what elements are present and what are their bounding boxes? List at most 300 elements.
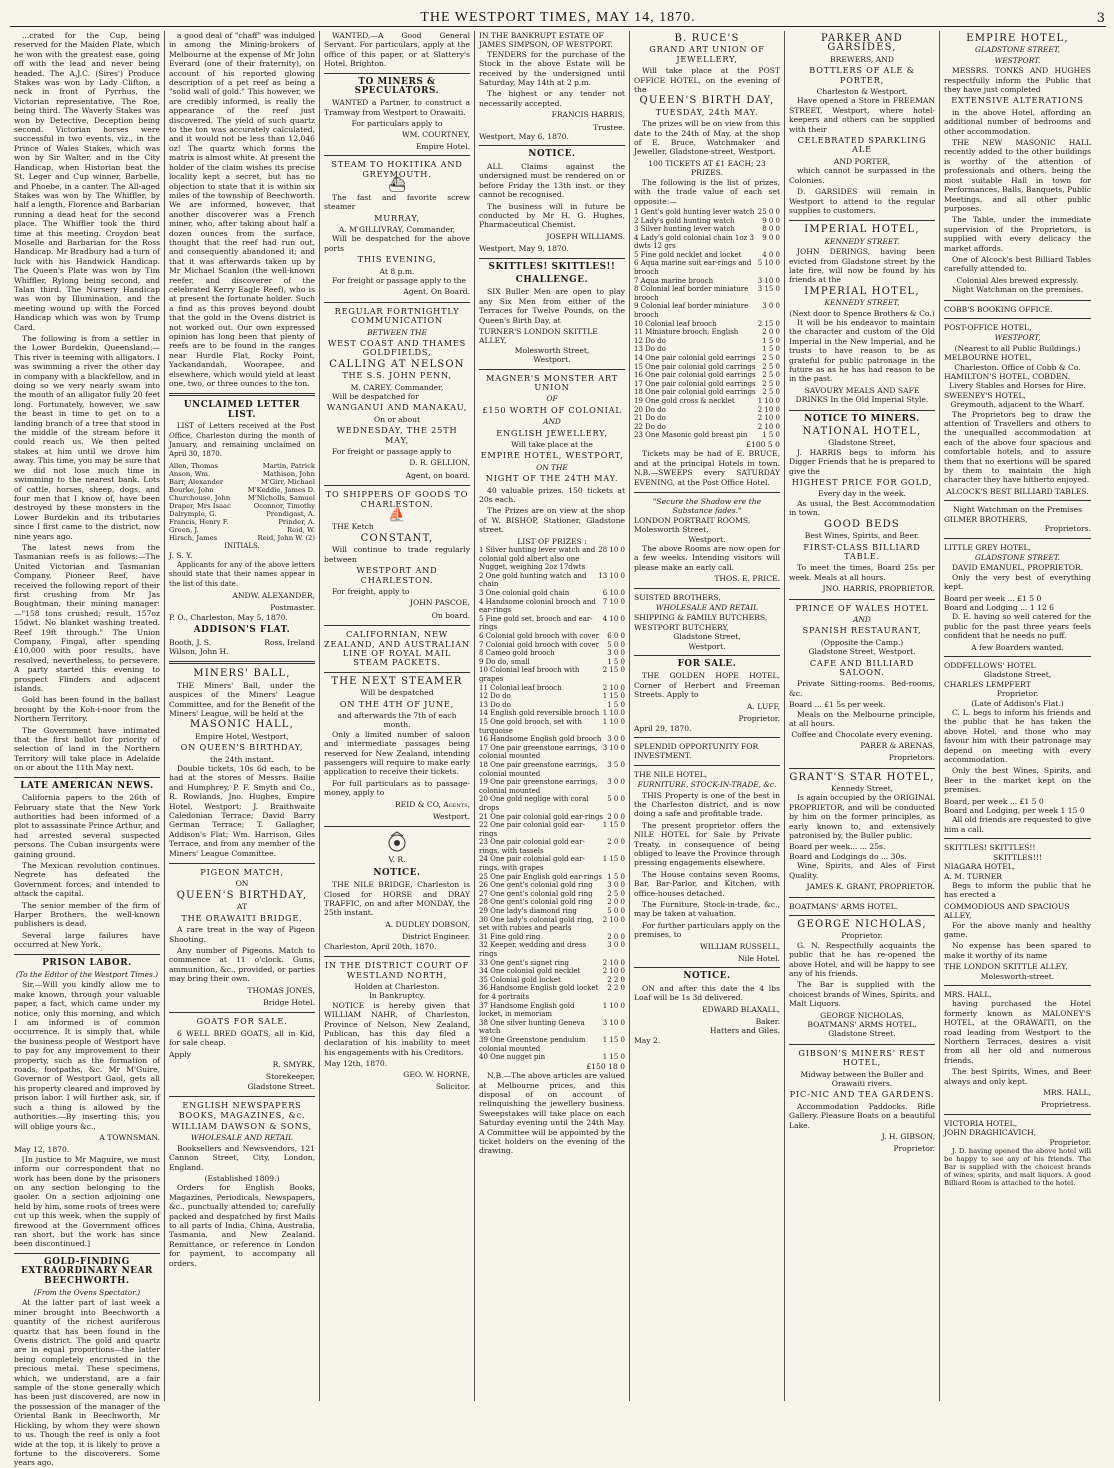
next-text-4: For full particulars as to passage-money, apply to [324, 778, 470, 798]
prize-row [479, 838, 625, 855]
addison-list [169, 638, 315, 647]
prize-row [479, 976, 625, 985]
newspaper-title: THE WESTPORT TIMES, MAY 14, 1870. [420, 10, 696, 25]
prize-total: £150 18 0 [586, 1061, 625, 1071]
prize-row [479, 598, 625, 615]
prize-name: 23 One Masonic gold breast pin [634, 431, 748, 440]
bruce-text: Will take place at the POST OFFICE HOTEL, on the evening of the [634, 66, 780, 95]
regular-signature-2: Agent, on board. [405, 470, 470, 480]
divider [789, 220, 935, 221]
magner-jewellery: ENGLISH JEWELLERY, [496, 427, 608, 438]
regular-on: On or about [373, 414, 421, 424]
steam-time: At 8 p.m. [379, 266, 415, 276]
empire-heading: EMPIRE HOTEL, [966, 33, 1069, 44]
prize-value: 28 10 0 [598, 546, 625, 555]
ball-tickets: Double tickets, 10s 6d each, to be had at the stores of Messrs. Bailie and Humphrey, P. F. Smyth and Co., R. Rowlands, Jno. Hughes, Empire Hotel, Westport; J. Braithwaite Caledonian Terrace; David Barry German Terrace; T. Gallagher, Addison's Flat; Wm. Harrison, Giles Terrace, and from any member of the Miners' League Committee. [169, 764, 315, 858]
letter-name: Draper, Mrs Isaac [169, 501, 231, 510]
george-heading: GEORGE NICHOLAS, [797, 918, 927, 930]
good-beds: GOOD BEDS [824, 518, 900, 530]
regular-heading: REGULAR FORTNIGHTLY COMMUNICATION [334, 305, 460, 326]
prize-row [479, 873, 625, 882]
prize-name: 31 Fine gold ring [479, 932, 541, 941]
imperial-text-2: (Next door to Spence Brothers & Co.) [789, 308, 935, 318]
letter-name: Reid, W. [287, 525, 315, 534]
masonic-hall: MASONIC HALL, [189, 719, 295, 731]
postmaster-title: Postmaster. [270, 603, 315, 613]
pigeon-place: THE ORAWAITI BRIDGE. [181, 912, 303, 923]
prize-name: 17 One pair greenstone earrings, colonial mounted [479, 743, 598, 761]
prize-name: 34 One colonial gold necklet [479, 967, 581, 976]
grants-sub: Kennedy Street, [830, 784, 894, 794]
prize-row [479, 907, 625, 916]
prize-value: 1 5 0 [762, 336, 780, 345]
parker-heading: PARKER AND GARSIDES, [820, 33, 904, 54]
letter-row [169, 510, 315, 518]
bruce-date-2: TUESDAY, 24th MAY. [655, 106, 759, 117]
parker-text-5: CELEBRATED SPARKLING ALE [797, 135, 927, 155]
notice-text: ON and after this date the 4 lbs Loaf will be 1s 3d delivered. [634, 983, 780, 1003]
prize-name: 37 Handsome English gold locket, in memoriam [479, 1001, 575, 1019]
column-1 [10, 31, 165, 1468]
parker-text-8: D. GARSIDES will remain in Westport to attend to the regular supplies to customers. [789, 187, 935, 215]
prize-name: 6 Aqua marine suit ear-rings and brooch [634, 259, 752, 277]
imperial-text-3: It will be his endeavor to maintain the character and custom of the Old Imperial in the New Imperial, and he trusts to have reason to be as grateful for public patronage in the future as as he has had reason to be in the past. [789, 317, 935, 384]
prize-name: 2 Lady's gold hunting watch [634, 216, 735, 225]
divider [944, 300, 1091, 301]
divider [789, 897, 935, 898]
prize-value: 25 0 0 [757, 207, 780, 216]
gilmer-sub: Proprietors. [1044, 524, 1091, 534]
district-court-heading: IN THE DISTRICT COURT OF WESTLAND NORTH, [324, 960, 470, 980]
divider [634, 655, 780, 656]
page-number: 3 [1096, 11, 1106, 26]
bruce-prize-list [634, 208, 780, 440]
column-5 [630, 31, 785, 1401]
george-text-2: The Bar is supplied with the choicest brands of Wines, Spirits, and Malt Liquors. [789, 980, 935, 1009]
letter-name: Mathison, John [262, 469, 315, 478]
regular-text-3: For freight or passage apply to [332, 447, 452, 457]
mrs-hall-signature-2: Proprietress. [1040, 1100, 1091, 1110]
next-date: ON THE 4TH OF JUNE, [339, 698, 455, 709]
gibson-text-2: PIC-NIC AND TEA GARDENS. [789, 1089, 935, 1100]
american-news-1: California papers to the 26th of February state that the New York authorities had been informed of a plot to assassinate Prince Arthur, and had arrested several suspected persons. The Cuban insurgents were gaining ground. [14, 793, 160, 859]
gibson-text: Midway between the Buller and Orawaiti rivers. [800, 1069, 924, 1088]
imperial-name: IMPERIAL HOTEL, [804, 285, 920, 297]
goats-text: 6 WELL BRED GOATS, all in Kid, for sale cheap. [169, 1028, 315, 1048]
prize-name: 6 Colonial gold brooch with cover [479, 632, 599, 641]
parker-text-2: BOTTLERS OF ALE & PORTER, [809, 65, 915, 85]
district-signature: GEO. W. HORNE, [403, 1069, 470, 1079]
prize-row [479, 916, 625, 933]
divider [169, 661, 315, 664]
prize-name: 11 Colonial leaf brooch [479, 683, 562, 692]
victoria-text: J. D. having opened the above hotel will be happy to see any of his friends. The Bar is supplied with the choicest brands of wines, spirits, and malt liquors. A good Billiard Room is attached to the hotel. [944, 1147, 1091, 1188]
post-office-heading: POST-OFFICE HOTEL, [944, 322, 1032, 332]
suisted-text: SHIPPING & FAMILY BUTCHERS, [634, 613, 768, 623]
divider [169, 1012, 315, 1013]
national-text-5: Best Wines, Spirits, and Beer. [804, 531, 920, 541]
bankrupt-signature: FRANCIS HARRIS, [551, 110, 625, 120]
divider [324, 485, 470, 486]
prize-name: 16 Handsome English gold brooch [479, 735, 602, 744]
prize-row [634, 431, 780, 440]
prize-name: 13 Do do [634, 345, 666, 354]
column-2 [165, 31, 320, 1401]
melbourne-sub: Charleston. Office of Cobb & Co. [954, 362, 1081, 372]
prize-value: 3 15 0 [757, 285, 780, 294]
skittles-heading: SKITTLES! SKITTLES!! [944, 843, 1036, 853]
letter-name: Francis, Henry F. [169, 517, 229, 526]
prize-value: 1 10 0 [602, 717, 625, 726]
prize-value: 1 5 0 [607, 700, 625, 709]
prize-value: 6 0 0 [607, 632, 625, 641]
steam-when: THIS EVENING, [357, 254, 437, 265]
steam-agent: Agent, On Board. [403, 287, 470, 297]
divider [324, 155, 470, 156]
prize-name: 21 Do do [634, 414, 666, 423]
portrait-text: The above Rooms are now open for a few weeks. Intending visitors will please make an early call. [634, 544, 780, 572]
empire-hotel-ad [944, 34, 1091, 295]
letter-date: May 12, 1870. [14, 1145, 70, 1155]
splendid-opportunity-heading: SPLENDID OPPORTUNITY FOR INVESTMENT. [634, 741, 759, 761]
nile-text-4: The Furniture, Stock-in-trade, &c., may be taken at valuation. [634, 900, 780, 919]
empire-sub-2: WESTPORT. [994, 55, 1041, 65]
prize-row [634, 363, 780, 372]
notice-date: Charleston, April 20th, 1870. [324, 941, 437, 951]
letter-row [169, 518, 315, 526]
regular-between: BETWEEN THE [367, 327, 427, 337]
notice-signature-2: District Engineer. [401, 932, 470, 942]
little-grey-text-4: D. E. having so well catered for the public for the past three years feels confident that he needs no puff. [944, 612, 1091, 641]
prize-name: 23 One pair colonial gold ear-rings, with tassels [479, 838, 585, 855]
prince-text-6: Board ... £1 5s per week. [789, 700, 886, 710]
prize-value: 1 10 0 [757, 396, 780, 405]
shippers-signature-2: On board. [431, 610, 470, 620]
little-grey-text-5: A few Boarders wanted. [971, 642, 1064, 652]
niagara-text: Begs to inform the public that he has erected a [944, 880, 1091, 900]
for-sale-heading: FOR SALE. [677, 659, 737, 670]
empire-text-6: One of Alcock's best Billiard Tables carefully attended to. [944, 254, 1091, 274]
prize-name: 18 One pair greenstone earrings, colonial mounted [479, 760, 598, 778]
little-grey-heading: LITTLE GREY HOTEL, [944, 542, 1031, 552]
letter-name: Dalrymple, G. [169, 509, 217, 518]
district-signature-2: Solicitor. [435, 1081, 470, 1091]
prize-name: 17 One pair colonial gold earrings [634, 379, 756, 388]
prize-row [634, 259, 780, 276]
prize-value: 3 10 0 [602, 743, 625, 752]
letter-name: M'Nicholls, Samuel [247, 493, 315, 502]
imperial-text: JOHN DERINGS, having been evicted from Gladstone street by the late fire, will now be found by his friends at the [789, 247, 935, 285]
grants-text: Is again occupied by the ORIGINAL PROPRIETOR, and will be conducted by him on the former principles, as early known to, and extensively patronised by, the Buller public. [789, 793, 935, 841]
prize-row [634, 414, 780, 423]
prize-value: 1 15 0 [602, 855, 625, 864]
prince-text-3: Gladstone Street, Westport. [808, 647, 916, 657]
prize-name: 15 One gold brooch, set with turquoise [479, 717, 582, 735]
prize-row [634, 345, 780, 354]
notice-text-2: The business will in future be conducted by Mr H. G. Hughes, Pharmaceutical Chemist. [479, 201, 625, 230]
letter-row [169, 494, 315, 502]
gold-finding-continued: a good deal of "chaff" was indulged in among the Mining-brokers of Melbourne at the expense of Mr John Everard (one of their fraternity), on account of his reported glowing description of a pet reef as being a "solid wall of gold." This however, we are credibly informed, is really the appearance of the reef just discovered. The yield of such quartz to the ton was accurately calculated, and it would not be less than 12,046 oz! The quartz which forms the matrix is almost white. At present the holder of the claim wishes its precise locality kept a secret, but has no objection to state that it is within six miles of the township of Beechworth. We are informed, however, that another discoverer was a French miner, who, after taking about half a dozen ounces from the surface, thought that the reef had run out, and consequently abandoned it; and that it was afterwards taken up by Mr Michael Scanlon (the well-known reefer, and discoverer of the celebrated Kerry Eagle Reef), who is at present the fortunate holder. Such a find as this proves beyond doubt that the gold in the Ovens district is not worked out. Our own expressed opinion has long been that plenty of reefs are to be found in the ranges near Hurdle Flat, Rocky Point, Yackandandah, Woorapee, and elsewhere, which would yield at least one, two, or three ounces to the ton. [169, 31, 315, 389]
grants-heading: GRANT'S STAR HOTEL, [789, 771, 935, 783]
prize-value: 1 10 0 [602, 709, 625, 718]
prize-value: 2 10 0 [602, 683, 625, 692]
national-text-7: To meet the times, Board 25s per week. Meals at all hours. [789, 563, 935, 582]
wanted-partner: WANTED a Partner, to construct a Tramway from Westport to Orawaiti. [324, 98, 470, 117]
divider [634, 765, 780, 766]
dawson-sub: WHOLESALE AND RETAIL [190, 1133, 294, 1143]
prize-row [634, 337, 780, 346]
sweeney-heading: SWEENEY'S HOTEL, [944, 390, 1026, 400]
prize-value: 3 5 0 [607, 760, 625, 769]
empire-text-5: The Table, under the immediate supervision of the Proprietors, is supplied with every delicacy the market affords. [944, 215, 1091, 253]
prize-row [634, 277, 780, 286]
westport-butchery: WESTPORT BUTCHERY, [634, 622, 729, 632]
prize-name: 18 One pair colonial gold earrings [634, 388, 756, 397]
hamilton-heading: HAMILTON'S HOTEL, COBDEN. [944, 372, 1071, 381]
divider [944, 500, 1091, 501]
prize-row [479, 933, 625, 942]
divider [14, 954, 160, 955]
magner-place: EMPIRE HOTEL, WESTPORT, [480, 450, 624, 461]
prize-row [479, 632, 625, 641]
prize-name: 24 One pair colonial gold ear-rings, with grapes [479, 855, 585, 873]
prize-row [479, 666, 625, 683]
letter-name: M'Girr, Michael [260, 477, 315, 486]
mrs-hall-heading: MRS. HALL, [944, 989, 992, 999]
prize-name: 9 Do do, small [479, 657, 530, 666]
portrait-place: Westport. [688, 534, 726, 544]
bruce-art-union-ad [634, 34, 780, 487]
prize-value: 1 15 0 [602, 821, 625, 830]
prize-value: 3 0 0 [607, 735, 625, 744]
parker-garsides-ad [789, 34, 935, 215]
skittles-place-3: Westport. [533, 355, 571, 365]
prize-name: 1 Silver hunting lever watch and colonial gold albert also one Nugget, weighing 2oz 17dwts [479, 546, 596, 572]
letter-name: M'Keddie, James D. [247, 485, 315, 494]
prize-value: 3 10 0 [602, 1018, 625, 1027]
shippers-signature: JOHN PASCOE, [409, 598, 470, 608]
divider [479, 145, 625, 146]
letter-list-note: Applicants for any of the above letters should state that their names appear in the list of this date. [169, 560, 315, 588]
empire-text-2: EXTENSIVE ALTERATIONS [951, 95, 1084, 106]
notice-date: May 2. [634, 1035, 661, 1045]
pigeon-match-ad [169, 868, 315, 1007]
prize-value: 1 15 0 [602, 692, 625, 701]
prison-labor-subheading: (To the Editor of the Westport Times.) [15, 970, 159, 979]
prize-value: 1 5 0 [762, 345, 780, 354]
prize-row [634, 423, 780, 432]
national-text: J. HARRIS begs to inform his Digger Friends that he is prepared to give the [789, 447, 935, 476]
prize-row [479, 1053, 625, 1062]
niagara-sub: A. M. TURNER [944, 871, 1003, 881]
imperial-text-4: SAVOURY MEALS AND SAFE DRINKS In the Old Imperial Style. [795, 385, 929, 405]
magner-date: NIGHT OF THE 24TH MAY. [485, 473, 619, 484]
divider [169, 1096, 315, 1097]
prize-name: 19 One gold cross & necklet [634, 396, 735, 405]
prize-value: 5 0 0 [607, 640, 625, 649]
divider [169, 863, 315, 864]
prize-value: 2 15 0 [602, 666, 625, 675]
suisted-town: Westport. [688, 641, 726, 651]
prize-value: 2 10 0 [602, 915, 625, 924]
gold-finding-article: At the latter part of last week a miner brought into Beechworth a quantity of the richest auriferous quartz that has been found in the Ovens district. The gold and quartz are in equal proportions—the latter being completely encrusted in the precious metal. These specimens, which, we understand, are a fair sample of the stone generally which has been just discovered, are now in the possession of the manager of the Oriental Bank in Beechworth, Mr Hickling, by whom they were shown to us. Though the reef is only a foot wide at the top, it is likely to prove a fortune to the discoverers. Some years ago, [14, 1298, 160, 1468]
district-text-2: In Bankruptcy. [368, 991, 426, 1001]
divider [324, 625, 470, 626]
divider [789, 915, 935, 916]
prize-value: 3 0 0 [607, 778, 625, 787]
addison-flat-heading: ADDISON'S FLAT. [193, 625, 291, 636]
notice-to-miners-heading: NOTICE TO MINERS. [804, 413, 920, 424]
regular-date: WEDNESDAY, THE 25TH MAY, [336, 425, 458, 445]
prize-name: 25 One pair English gold ear-rings [479, 872, 602, 881]
prize-row [479, 615, 625, 632]
gilmer-heading: GILMER BROTHERS, [944, 514, 1028, 524]
gibson-signature: J. H. GIBSON, [881, 1132, 935, 1142]
charles-text-5: All old friends are requested to give him a call. [944, 815, 1091, 834]
bankrupt-date: Westport, May 6, 1870. [479, 132, 569, 142]
dawson-established: (Established 1809.) [204, 1174, 280, 1184]
magner-nb: N.B.—The above articles are valued at Melbourne prices, and this disposal of on account of relinquishing the jewellery business. Sweepstakes will take place on each Saturday evening until the 24th May. A Committee will be appointed by the ticket holders on the evening of the drawing. [479, 1071, 625, 1156]
nile-signature-2: Nile Hotel. [738, 954, 780, 964]
prize-row [479, 881, 625, 890]
prince-text-8: Coffee and Chocolate every evening. [791, 730, 933, 740]
national-text-2: HIGHEST PRICE FOR GOLD, [791, 477, 933, 488]
prize-value: 3 0 0 [607, 941, 625, 950]
pigeon-text-2: Any number of Pigeons. Match to commence at 11 o'clock. Guns, ammunition, &c., provided, or parties may bring their own. [169, 945, 315, 984]
divider [169, 393, 315, 396]
prize-value: 2 0 0 [607, 812, 625, 821]
suisted-heading: SUISTED BROTHERS, [634, 592, 721, 602]
sweeney-text-3: Night Watchman on the Premises [952, 505, 1083, 515]
prize-value: 9 0 0 [762, 216, 780, 225]
boatmans-heading: BOATMANS' ARMS HOTEL. [789, 901, 899, 911]
next-text: Will be despatched [360, 688, 434, 698]
prize-row [479, 941, 625, 958]
nile-text-3: The House contains seven Rooms, Bar, Bar-Parlor, and Kitchen, with office-houses detached. [634, 869, 780, 898]
english-newspapers-ad [169, 1101, 315, 1268]
prize-name: 40 One nugget pin [479, 1053, 546, 1062]
parker-text-6: AND PORTER, [833, 156, 891, 166]
prize-row [634, 388, 780, 397]
prize-row [634, 328, 780, 337]
portrait-signature: THOS. E. PRICE. [714, 574, 780, 584]
george-signature-3: Gladstone Street. [828, 1029, 896, 1039]
empire-text-3: in the above Hotel, affording an additional number of bedrooms and other accommodation. [944, 107, 1091, 136]
english-newspapers-heading: ENGLISH NEWSPAPERS BOOKS, MAGAZINES, &c. [178, 1100, 306, 1120]
prize-row [479, 718, 625, 735]
prince-text-7: Meals on the Melbourne principle, at all hours. [789, 709, 935, 728]
grants-star-hotel-ad [789, 773, 935, 892]
prize-row [634, 234, 780, 251]
prince-text-5: Private Sitting-rooms. Bed-rooms, &c. [789, 679, 935, 698]
charles-text-4: Board and Lodging, per week 1 15 0 [944, 806, 1085, 816]
letter-name: Prinder, A. [278, 517, 315, 526]
next-text-2: and afterwards the 7th of each month. [337, 710, 457, 730]
prize-name: 7 Colonial gold brooch with cover [479, 640, 599, 649]
national-text-6: FIRST-CLASS BILLIARD TABLE. [803, 541, 921, 561]
ketch-icon: ⛵ [388, 507, 406, 524]
nile-bridge-notice [324, 831, 470, 951]
prize-row [479, 821, 625, 838]
prize-value: 2 5 0 [762, 388, 780, 397]
initials-heading: INITIALS. [224, 541, 260, 550]
grants-text-4: Wine, Spirits, and Ales of First Quality. [789, 861, 935, 880]
notice-heading: NOTICE. [528, 149, 576, 160]
goats-signature-2: Storekeeper, [265, 1072, 315, 1082]
magner-on: ON THE [536, 462, 568, 472]
portrait-quote: "Secure the Shadow ere the Substance fades." [652, 496, 762, 516]
bruce-title: GRAND ART UNION OF JEWELLERY, [649, 44, 765, 64]
district-text: Holden at Charleston. [354, 981, 440, 991]
niagara-text-6: Molesworth-street. [980, 971, 1055, 981]
pigeon-signature-2: Bridge Hotel. [263, 997, 315, 1007]
prize-value: 2 10 0 [602, 958, 625, 967]
letter-name: Anson, Wm. [169, 469, 211, 478]
prince-of-wales-ad [789, 604, 935, 763]
little-grey-text: Only the very best of everything kept. [944, 572, 1091, 592]
column-3 [320, 31, 475, 1401]
goats-apply: Apply [169, 1049, 191, 1059]
post-office-sub-2: (Nearest to all Public Buildings.) [954, 343, 1081, 353]
prize-value: 2 10 0 [757, 405, 780, 414]
gibson-signature-2: Proprietor. [893, 1144, 935, 1154]
pigeon-day: QUEEN'S BIRTHDAY, [176, 889, 308, 901]
divider [944, 985, 1091, 986]
magner-text: Will take place at the [511, 440, 593, 450]
grants-text-2: Board per week... ... 25s. [789, 842, 886, 852]
national-heading: NATIONAL HOTEL, [802, 426, 922, 438]
prize-value: 4 10 0 [602, 614, 625, 623]
suisted-sub: WHOLESALE AND RETAIL [655, 603, 759, 613]
prize-name: 4 Handsome colonial brooch and ear-rings [479, 597, 596, 615]
charles-sub-2: (Late of Addison's Flat.) [971, 698, 1064, 708]
addison-name: Wilson, John H. [169, 646, 229, 656]
prince-text-2: (Opposite the Camp.) [820, 637, 904, 647]
prize-name: 33 One gent's signet ring [479, 958, 570, 967]
miners-ball-ad [169, 669, 315, 858]
pigeon-match-heading: PIGEON MATCH, [200, 867, 284, 878]
letter-name: Prendigast, A. [266, 509, 315, 518]
prize-name: 1 Gent's gold hunting lever watch [634, 207, 755, 216]
prize-row [479, 898, 625, 907]
shippers-text: THE Ketch [332, 522, 374, 532]
prize-value: 2 5 0 [762, 362, 780, 371]
bankrupt-text-2: The highest or any tender not necessarily accepted. [479, 89, 625, 108]
divider [789, 599, 935, 600]
parker-text-7: which cannot be surpassed in the Colonies. [789, 166, 935, 185]
letter-row [169, 502, 315, 510]
prize-name: 20 One gold neglige with coral drops [479, 795, 589, 812]
charles-text: C. L. begs to inform his friends and the public that he has taken the above Hotel, and those who may favour him with their patronage may depend on meeting with every accommodation. [944, 708, 1091, 765]
divider [479, 369, 625, 370]
melbourne-heading: MELBOURNE HOTEL, [944, 353, 1032, 363]
prize-row [479, 1019, 625, 1036]
prize-row [479, 572, 625, 589]
prize-row [479, 855, 625, 872]
divider [634, 737, 780, 738]
mrs-hall-signature: MRS. HALL, [1043, 1088, 1091, 1098]
prize-name: 8 Colonial leaf border miniature brooch [634, 285, 749, 302]
regular-destination: WANGANUI AND MANAKAU, [326, 402, 468, 413]
ketch-name: CONSTANT, [360, 532, 434, 544]
steam-text-2: Will be despatched for the above ports [324, 234, 470, 253]
letter-name: Martin, Patrick [262, 461, 315, 470]
bruce-total: £100 5 0 [746, 439, 780, 449]
imperial-sub-2: KENNEDY STREET, [824, 298, 900, 308]
prize-value: 13 10 0 [598, 571, 625, 580]
initials-entry: J. S. Y. [169, 551, 193, 561]
prize-name: 11 Miniature brooch, English [634, 328, 739, 337]
